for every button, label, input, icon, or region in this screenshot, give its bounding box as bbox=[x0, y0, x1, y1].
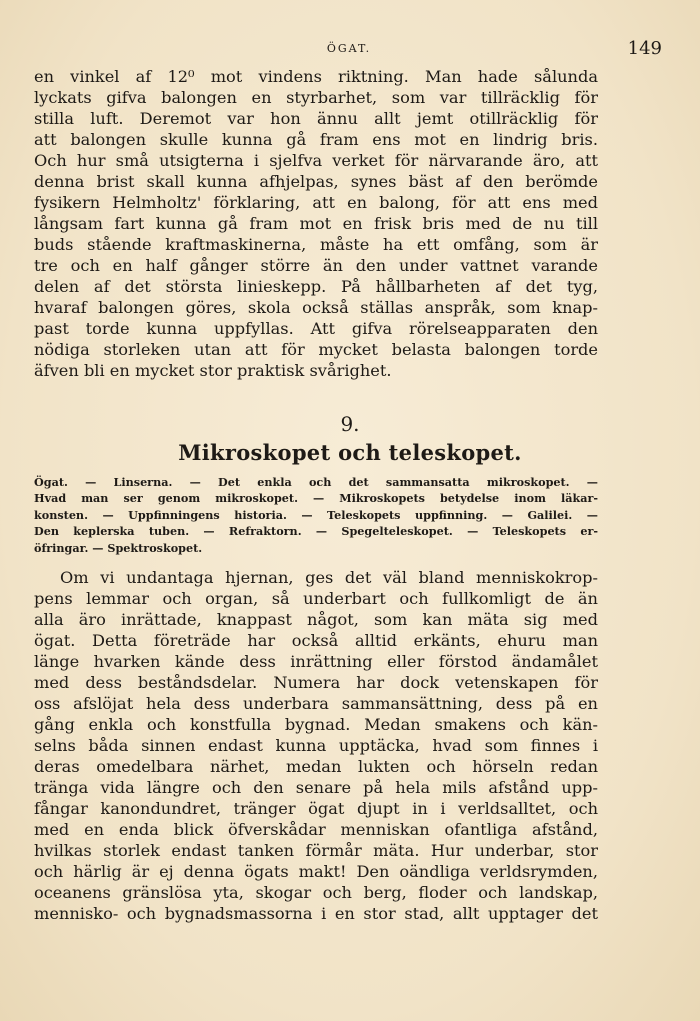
paragraph-main bbox=[34, 567, 598, 924]
running-head: ÖGAT. bbox=[326, 42, 372, 55]
text-line: Om vi undantaga hjernan, ges det väl bland menniskokrop- bbox=[60, 568, 598, 587]
paragraph-continuation bbox=[34, 66, 598, 381]
page-number: 149 bbox=[627, 38, 662, 59]
text-line: med en enda blick öfverskådar menniskan ofantliga afstånd, bbox=[34, 820, 598, 839]
section-title: Mikroskopet och teleskopet. bbox=[178, 440, 522, 465]
text-line: nödiga storleken utan att för mycket belasta balongen torde bbox=[34, 340, 598, 359]
text-line: pens lemmar och organ, så underbart och fullkomligt de än bbox=[34, 589, 598, 608]
summary-line: Den keplerska tuben. — Refraktorn. — Spegelteleskopet. — Teleskopets er- bbox=[34, 524, 598, 539]
chapter-summary bbox=[34, 474, 598, 556]
text-line: gång enkla och konstfulla bygnad. Medan smakens och kän- bbox=[34, 715, 598, 734]
summary-line: Hvad man ser genom mikroskopet. — Mikroskopets betydelse inom läkar- bbox=[34, 491, 598, 506]
text-line: selns båda sinnen endast kunna upptäcka, hvad som finnes i bbox=[34, 736, 598, 755]
text-line: fysikern Helmholtz' förklaring, att en balong, för att ens med bbox=[34, 193, 598, 212]
text-line: tre och en half gånger större än den under vattnet varande bbox=[34, 256, 598, 275]
text-line: att balongen skulle kunna gå fram ens mot en lindrig bris. bbox=[34, 130, 598, 149]
text-line: oss afslöjat hela dess underbara sammansättning, dess på en bbox=[34, 694, 598, 713]
text-line: och härlig är ej denna ögats makt! Den oändliga verldsrymden, bbox=[34, 862, 598, 881]
text-line: denna brist skall kunna afhjelpas, synes bäst af den berömde bbox=[34, 172, 598, 191]
text-line: tränga vida längre och den senare på hela mils afstånd upp- bbox=[34, 778, 598, 797]
text-line: alla äro inrättade, knappast något, som kan mäta sig med bbox=[34, 610, 598, 629]
summary-line: konsten. — Uppfinningens historia. — Teleskopets uppfinning. — Galilei. — bbox=[34, 507, 598, 522]
text-line: stilla luft. Deremot var hon ännu allt jemt otillräcklig för bbox=[34, 109, 598, 128]
text-line: hvaraf balongen göres, skola också ställas anspråk, som knap- bbox=[34, 298, 598, 317]
text-line: hvilkas storlek endast tanken förmår mäta. Hur underbar, stor bbox=[34, 841, 598, 860]
text-line: en vinkel af 12⁰ mot vindens riktning. Man hade sålunda bbox=[34, 67, 598, 86]
text-line: med dess beståndsdelar. Numera har dock vetenskapen för bbox=[34, 673, 598, 692]
text-line: fångar kanondundret, tränger ögat djupt in i verldsalltet, och bbox=[34, 799, 598, 818]
text-line: oceanens gränslösa yta, skogar och berg, floder och landskap, bbox=[34, 883, 598, 902]
text-line: mennisko- och bygnadsmassorna i en stor stad, allt upptager det bbox=[34, 904, 598, 923]
text-line: lyckats gifva balongen en styrbarhet, som var tillräcklig för bbox=[34, 88, 598, 107]
text-line: äfven bli en mycket stor praktisk svårighet. bbox=[34, 361, 392, 380]
text-line: ögat. Detta företräde har också alltid erkänts, ehuru man bbox=[34, 631, 598, 650]
summary-line: Ögat. — Linserna. — Det enkla och det sammansatta mikroskopet. — bbox=[34, 475, 598, 489]
text-line: länge hvarken kände dess inrättning eller förstod ändamålet bbox=[34, 652, 598, 671]
text-line: buds stående kraftmaskinerna, måste ha ett omfång, som är bbox=[34, 235, 598, 254]
section-number: 9. bbox=[340, 412, 360, 436]
page-header bbox=[36, 38, 662, 62]
text-line: delen af det största linieskepp. På hållbarheten af det tyg, bbox=[34, 277, 598, 296]
text-line: deras omedelbara närhet, medan lukten och hörseln redan bbox=[34, 757, 598, 776]
text-line: långsam fart kunna gå fram mot en frisk bris med de nu till bbox=[34, 214, 598, 233]
summary-line: öfringar. — Spektroskopet. bbox=[34, 540, 203, 555]
text-line: past torde kunna uppfyllas. Att gifva rörelseapparaten den bbox=[34, 319, 598, 338]
text-line: Och hur små utsigterna i sjelfva verket för närvarande äro, att bbox=[34, 151, 598, 170]
